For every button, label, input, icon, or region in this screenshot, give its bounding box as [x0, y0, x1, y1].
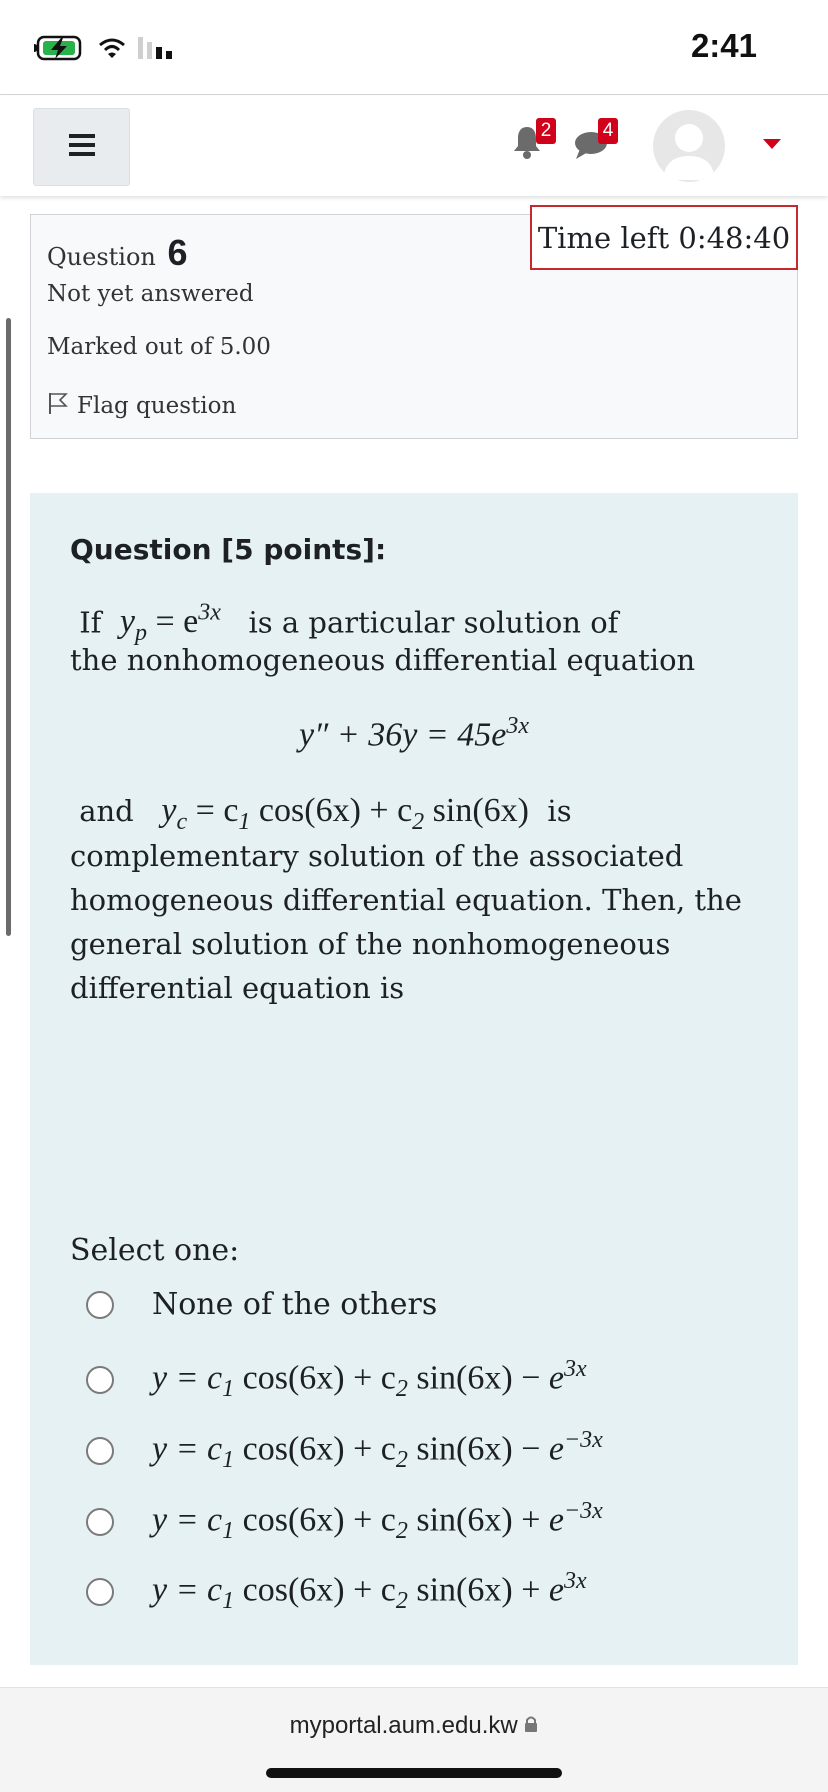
home-indicator[interactable]: [266, 1768, 562, 1778]
messages-button[interactable]: [574, 120, 614, 164]
question-text-line-6: general solution of the nonhomogeneous: [70, 927, 671, 961]
question-content: [30, 493, 798, 1665]
answer-formula: $y = c_1$ $\cos(6x) + c_2$ $\sin(6x) - e^{-3x}$: [152, 1427, 603, 1474]
radio-button[interactable]: [86, 1508, 114, 1536]
particular-solution-formula: $y_p = e^{3x}$: [119, 600, 221, 647]
top-navbar: [0, 96, 828, 196]
user-menu-chevron-down-icon[interactable]: [763, 139, 781, 149]
status-bar: [0, 0, 828, 95]
question-number-heading: [47, 232, 188, 274]
cellular-signal-icon: [138, 36, 176, 64]
chat-icon: [574, 145, 608, 164]
hamburger-menu-button[interactable]: [33, 108, 130, 186]
user-avatar-icon: [653, 110, 725, 182]
question-state: Not yet answered: [47, 281, 254, 307]
address-bar[interactable]: [0, 1712, 828, 1740]
hamburger-menu-icon: [69, 133, 95, 161]
user-avatar[interactable]: [653, 110, 725, 182]
status-time: 2:41: [690, 27, 757, 64]
question-text-line-4: complementary solution of the associated: [70, 839, 684, 873]
differential-equation: $y'' + 36y = 45e^{3x}$: [299, 713, 529, 754]
radio-button[interactable]: [86, 1291, 114, 1319]
notification-count-badge: 2: [536, 118, 556, 144]
question-marks: Marked out of 5.00: [47, 334, 271, 360]
radio-button[interactable]: [86, 1366, 114, 1394]
flag-question-link[interactable]: [47, 391, 236, 421]
browser-url-bar: [0, 1687, 828, 1792]
answer-option-label: None of the others: [152, 1287, 438, 1322]
message-count-badge: 4: [598, 118, 618, 144]
answer-option-1[interactable]: [86, 1356, 587, 1403]
answer-formula: $y = c_1$ $\cos(6x) + c_2$ $\sin(6x) + e^{3x}$: [152, 1568, 587, 1615]
radio-button[interactable]: [86, 1578, 114, 1606]
lock-icon: [524, 1712, 538, 1739]
answer-formula: $y = c_1$ $\cos(6x) + c_2$ $\sin(6x) - e^{3x}$: [152, 1356, 587, 1403]
answer-formula: $y = c_1$ $\cos(6x) + c_2$ $\sin(6x) + e^{-3x}$: [152, 1498, 603, 1545]
text-is: is: [547, 794, 572, 828]
answer-option-4[interactable]: [86, 1568, 587, 1615]
answer-option-2[interactable]: [86, 1427, 603, 1474]
radio-button[interactable]: [86, 1437, 114, 1465]
status-icons: [34, 36, 176, 64]
answer-option-3[interactable]: [86, 1498, 603, 1545]
answer-option-none[interactable]: [86, 1287, 437, 1322]
question-text-line-5: homogeneous differential equation. Then, the: [70, 883, 742, 917]
question-text-line-7: differential equation is: [70, 971, 405, 1005]
wifi-icon: [98, 37, 126, 63]
quiz-timer: Time left 0:48:40: [530, 205, 798, 270]
text-particular: is a particular solution of: [248, 605, 619, 640]
text-if: If: [79, 605, 102, 640]
battery-charging-icon: [34, 34, 86, 66]
url-text: myportal.aum.edu.kw: [289, 1712, 518, 1739]
select-one-label: Select one:: [70, 1233, 240, 1268]
bell-icon: [512, 145, 542, 164]
complementary-solution-formula: $y_c = c_1$ $\cos(6x) + c_2$ sin(6x): [161, 792, 529, 835]
scrollbar[interactable]: [6, 318, 11, 936]
notifications-button[interactable]: [512, 120, 552, 164]
question-number: 6: [167, 232, 188, 273]
flag-question-label: Flag question: [77, 393, 237, 419]
question-title: Question [5 points]:: [70, 533, 387, 566]
flag-icon: [47, 391, 69, 421]
question-text-line-2: the nonhomogeneous differential equation: [70, 643, 696, 677]
question-label: Question: [47, 243, 156, 271]
text-and: and: [79, 794, 134, 828]
